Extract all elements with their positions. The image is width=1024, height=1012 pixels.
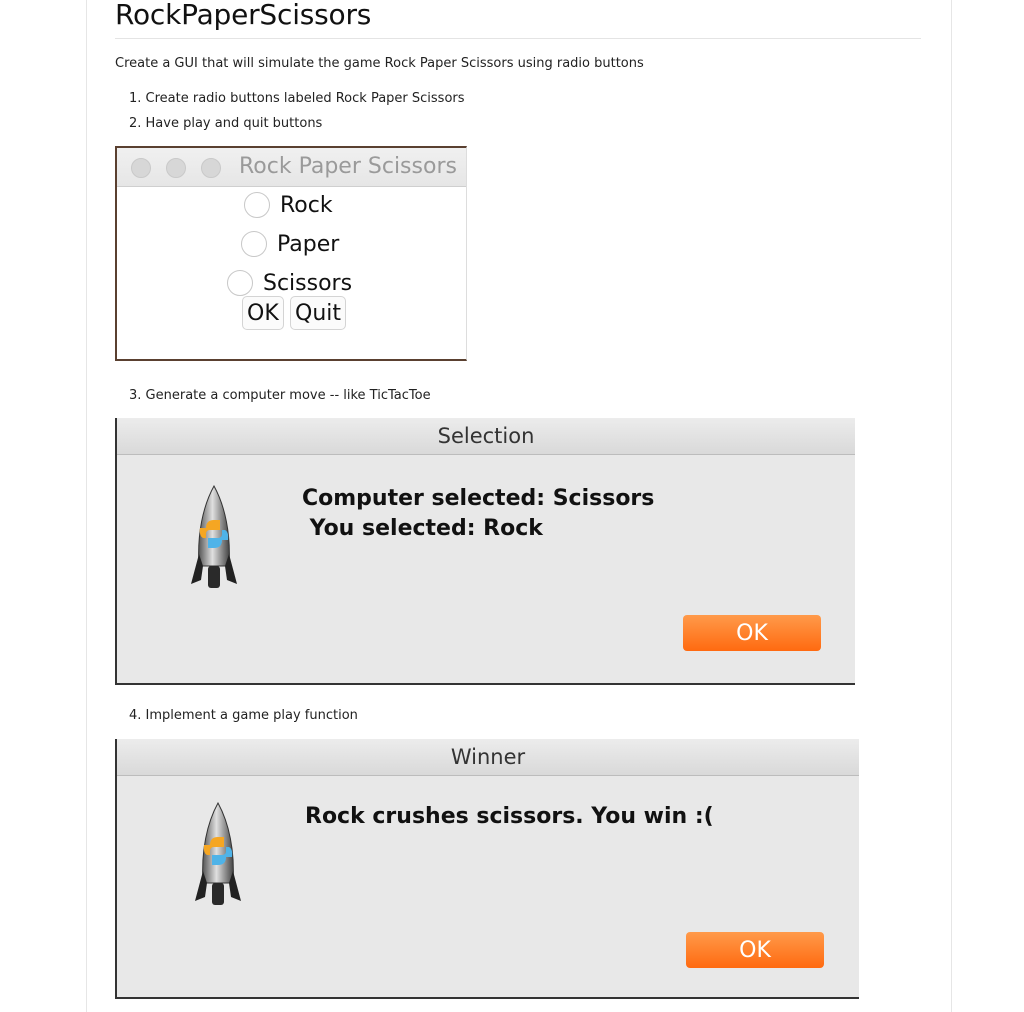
document-page <box>86 0 952 1012</box>
title-divider <box>115 38 921 39</box>
radio-option-scissors[interactable] <box>227 270 352 296</box>
winner-dialog-title: Winner <box>117 739 859 776</box>
winner-message: Rock crushes scissors. You win :( <box>305 804 714 829</box>
intro-text: Create a GUI that will simulate the game Rock Paper Scissors using radio buttons <box>115 56 644 71</box>
python-launcher-rocket-icon <box>191 484 237 594</box>
page-title: RockPaperScissors <box>115 0 372 31</box>
minimize-window-button[interactable] <box>166 158 186 178</box>
radio-label-rock: Rock <box>280 192 333 218</box>
step-4: 4. Implement a game play function <box>129 708 358 723</box>
step-2: 2. Have play and quit buttons <box>129 116 323 131</box>
radio-option-rock[interactable] <box>244 192 333 218</box>
selection-message-line1: Computer selected: Scissors <box>302 486 655 511</box>
python-launcher-rocket-icon <box>195 801 241 911</box>
radio-label-paper: Paper <box>277 231 340 257</box>
winner-dialog <box>115 739 859 999</box>
radio-button-rock[interactable] <box>244 192 270 218</box>
close-window-button[interactable] <box>131 158 151 178</box>
radio-label-scissors: Scissors <box>263 270 353 296</box>
selection-dialog-title: Selection <box>117 418 855 455</box>
rps-window-titlebar <box>117 148 466 187</box>
zoom-window-button[interactable] <box>201 158 221 178</box>
quit-button[interactable]: Quit <box>290 296 346 330</box>
radio-button-scissors[interactable] <box>227 270 253 296</box>
selection-message-line2: You selected: Rock <box>302 516 543 541</box>
step-3: 3. Generate a computer move -- like TicTacToe <box>129 388 431 403</box>
radio-option-paper[interactable] <box>241 231 339 257</box>
rps-window-title: Rock Paper Scissors <box>239 154 457 179</box>
winner-ok-button[interactable]: OK <box>686 932 824 968</box>
rps-window <box>115 146 467 361</box>
radio-button-paper[interactable] <box>241 231 267 257</box>
selection-ok-button[interactable]: OK <box>683 615 821 651</box>
selection-dialog <box>115 418 855 685</box>
step-1: 1. Create radio buttons labeled Rock Paper Scissors <box>129 91 465 106</box>
ok-button[interactable]: OK <box>242 296 284 330</box>
